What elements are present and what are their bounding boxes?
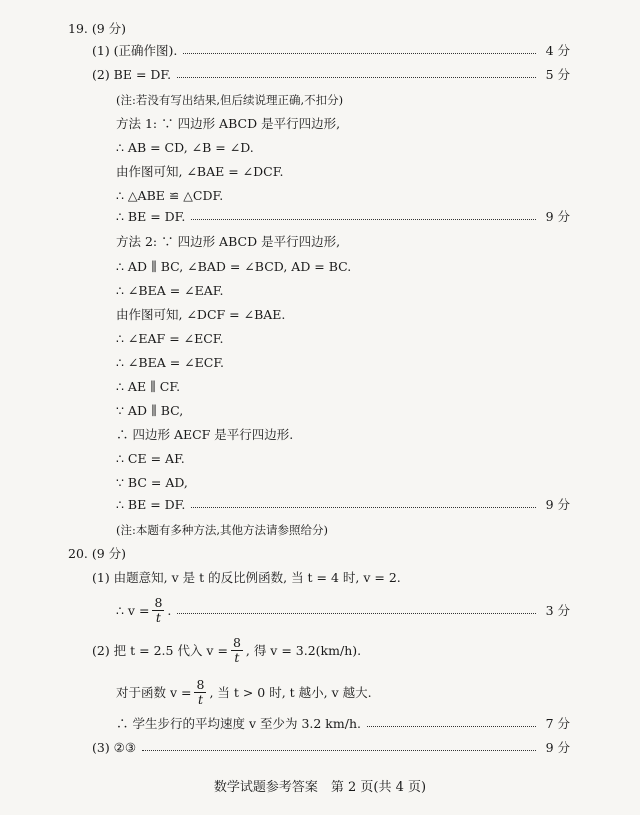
q20-part3	[92, 738, 570, 756]
q19-method2-line: ∵ AD ∥ BC,	[116, 403, 184, 418]
q19-method2-line: ∴ CE = AF.	[116, 451, 185, 466]
dot-leader	[177, 77, 536, 78]
q20-part2-line2-suffix: , 当 t > 0 时, t 越小, v 越大.	[209, 685, 372, 700]
q20-part2-prefix: (2) 把 t = 2.5 代入 v =	[92, 643, 228, 658]
q19-method2-line: ∵ BC = AD,	[116, 475, 188, 490]
dot-leader	[177, 613, 536, 614]
q19-header: 19. (9 分)	[68, 21, 127, 36]
q19-method2-line: 由作图可知, ∠DCF = ∠BAE.	[116, 307, 286, 322]
fraction-denominator: t	[197, 691, 203, 707]
dot-leader	[191, 507, 536, 508]
q19-method2-line: 方法 2: ∵ 四边形 ABCD 是平行四边形,	[116, 234, 341, 249]
q20-header: 20. (9 分)	[68, 546, 127, 561]
q19-method1-line: 方法 1: ∵ 四边形 ABCD 是平行四边形,	[116, 116, 341, 131]
q19-part1-score: 4 分	[545, 43, 570, 58]
q20-part3-score: 9 分	[545, 740, 570, 755]
dot-leader	[191, 219, 536, 220]
q20-part2-conclusion-text: ∴ 学生步行的平均速度 v 至少为 3.2 km/h.	[116, 716, 361, 731]
q19-method1-conclusion	[116, 207, 570, 225]
q19-method1-score: 9 分	[545, 209, 570, 224]
q19-method2-score: 9 分	[545, 497, 570, 512]
q19-method1-conclusion-text: ∴ BE = DF.	[116, 208, 186, 224]
dot-leader	[367, 726, 536, 727]
q19-method1-line: ∴ △ABE ≌ △CDF.	[116, 188, 224, 203]
q20-part2-line2-prefix: 对于函数 v =	[116, 685, 192, 700]
fraction	[231, 636, 243, 665]
q20-part1-line: (1) 由题意知, v 是 t 的反比例函数, 当 t = 4 时, v = 2.	[92, 570, 401, 585]
dot-leader	[142, 750, 536, 751]
fraction	[194, 678, 206, 707]
q19-method2-line: ∴ AD ∥ BC, ∠BAD = ∠BCD, AD = BC.	[116, 259, 352, 274]
fraction	[152, 596, 164, 625]
q19-method2-line: ∴ ∠EAF = ∠ECF.	[116, 331, 224, 346]
q20-part3-label: (3) ②③	[92, 739, 137, 755]
q20-part2-suffix: , 得 v = 3.2(km/h).	[245, 643, 362, 658]
q20-part2-line2	[116, 675, 372, 709]
q19-method1-line: 由作图可知, ∠BAE = ∠DCF.	[116, 164, 284, 179]
fraction-denominator: t	[155, 609, 161, 625]
q19-method2-line: ∴ 四边形 AECF 是平行四边形.	[116, 427, 294, 442]
q19-part2	[92, 65, 570, 83]
q20-part1-score: 3 分	[545, 603, 570, 618]
fraction-numerator: 8	[232, 634, 241, 650]
q19-part2-label: (2) BE = DF.	[92, 66, 172, 82]
page-footer: 数学试题参考答案 第 2 页(共 4 页)	[213, 780, 427, 795]
q20-part1-formula-suffix: .	[167, 602, 172, 618]
q19-method2-conclusion	[116, 495, 570, 513]
q19-method2-line: ∴ AE ∥ CF.	[116, 379, 181, 394]
fraction-denominator: t	[234, 649, 240, 665]
q19-part2-score: 5 分	[545, 67, 570, 82]
q19-part1-label: (1) (正确作图).	[92, 43, 178, 58]
q19-method2-line: ∴ ∠BEA = ∠ECF.	[116, 355, 225, 370]
q20-part2-score: 7 分	[545, 716, 570, 731]
q20-part1-formula	[116, 593, 570, 627]
dot-leader	[183, 53, 536, 54]
q19-method2-conclusion-text: ∴ BE = DF.	[116, 496, 186, 512]
q19-method2-line: ∴ ∠BEA = ∠EAF.	[116, 283, 224, 298]
q20-part1-formula-prefix: ∴ v =	[116, 602, 150, 618]
q19-method1-line: ∴ AB = CD, ∠B = ∠D.	[116, 140, 254, 155]
q19-part1	[92, 41, 570, 59]
fraction-numerator: 8	[154, 594, 163, 610]
q20-part2-conclusion	[116, 714, 570, 732]
fraction-numerator: 8	[196, 676, 205, 692]
q19-note-2: (注:本题有多种方法,其他方法请参照给分)	[116, 523, 329, 537]
q19-note-1: (注:若没有写出结果,但后续说理正确,不扣分)	[116, 93, 344, 107]
q20-part2-line	[92, 633, 361, 667]
